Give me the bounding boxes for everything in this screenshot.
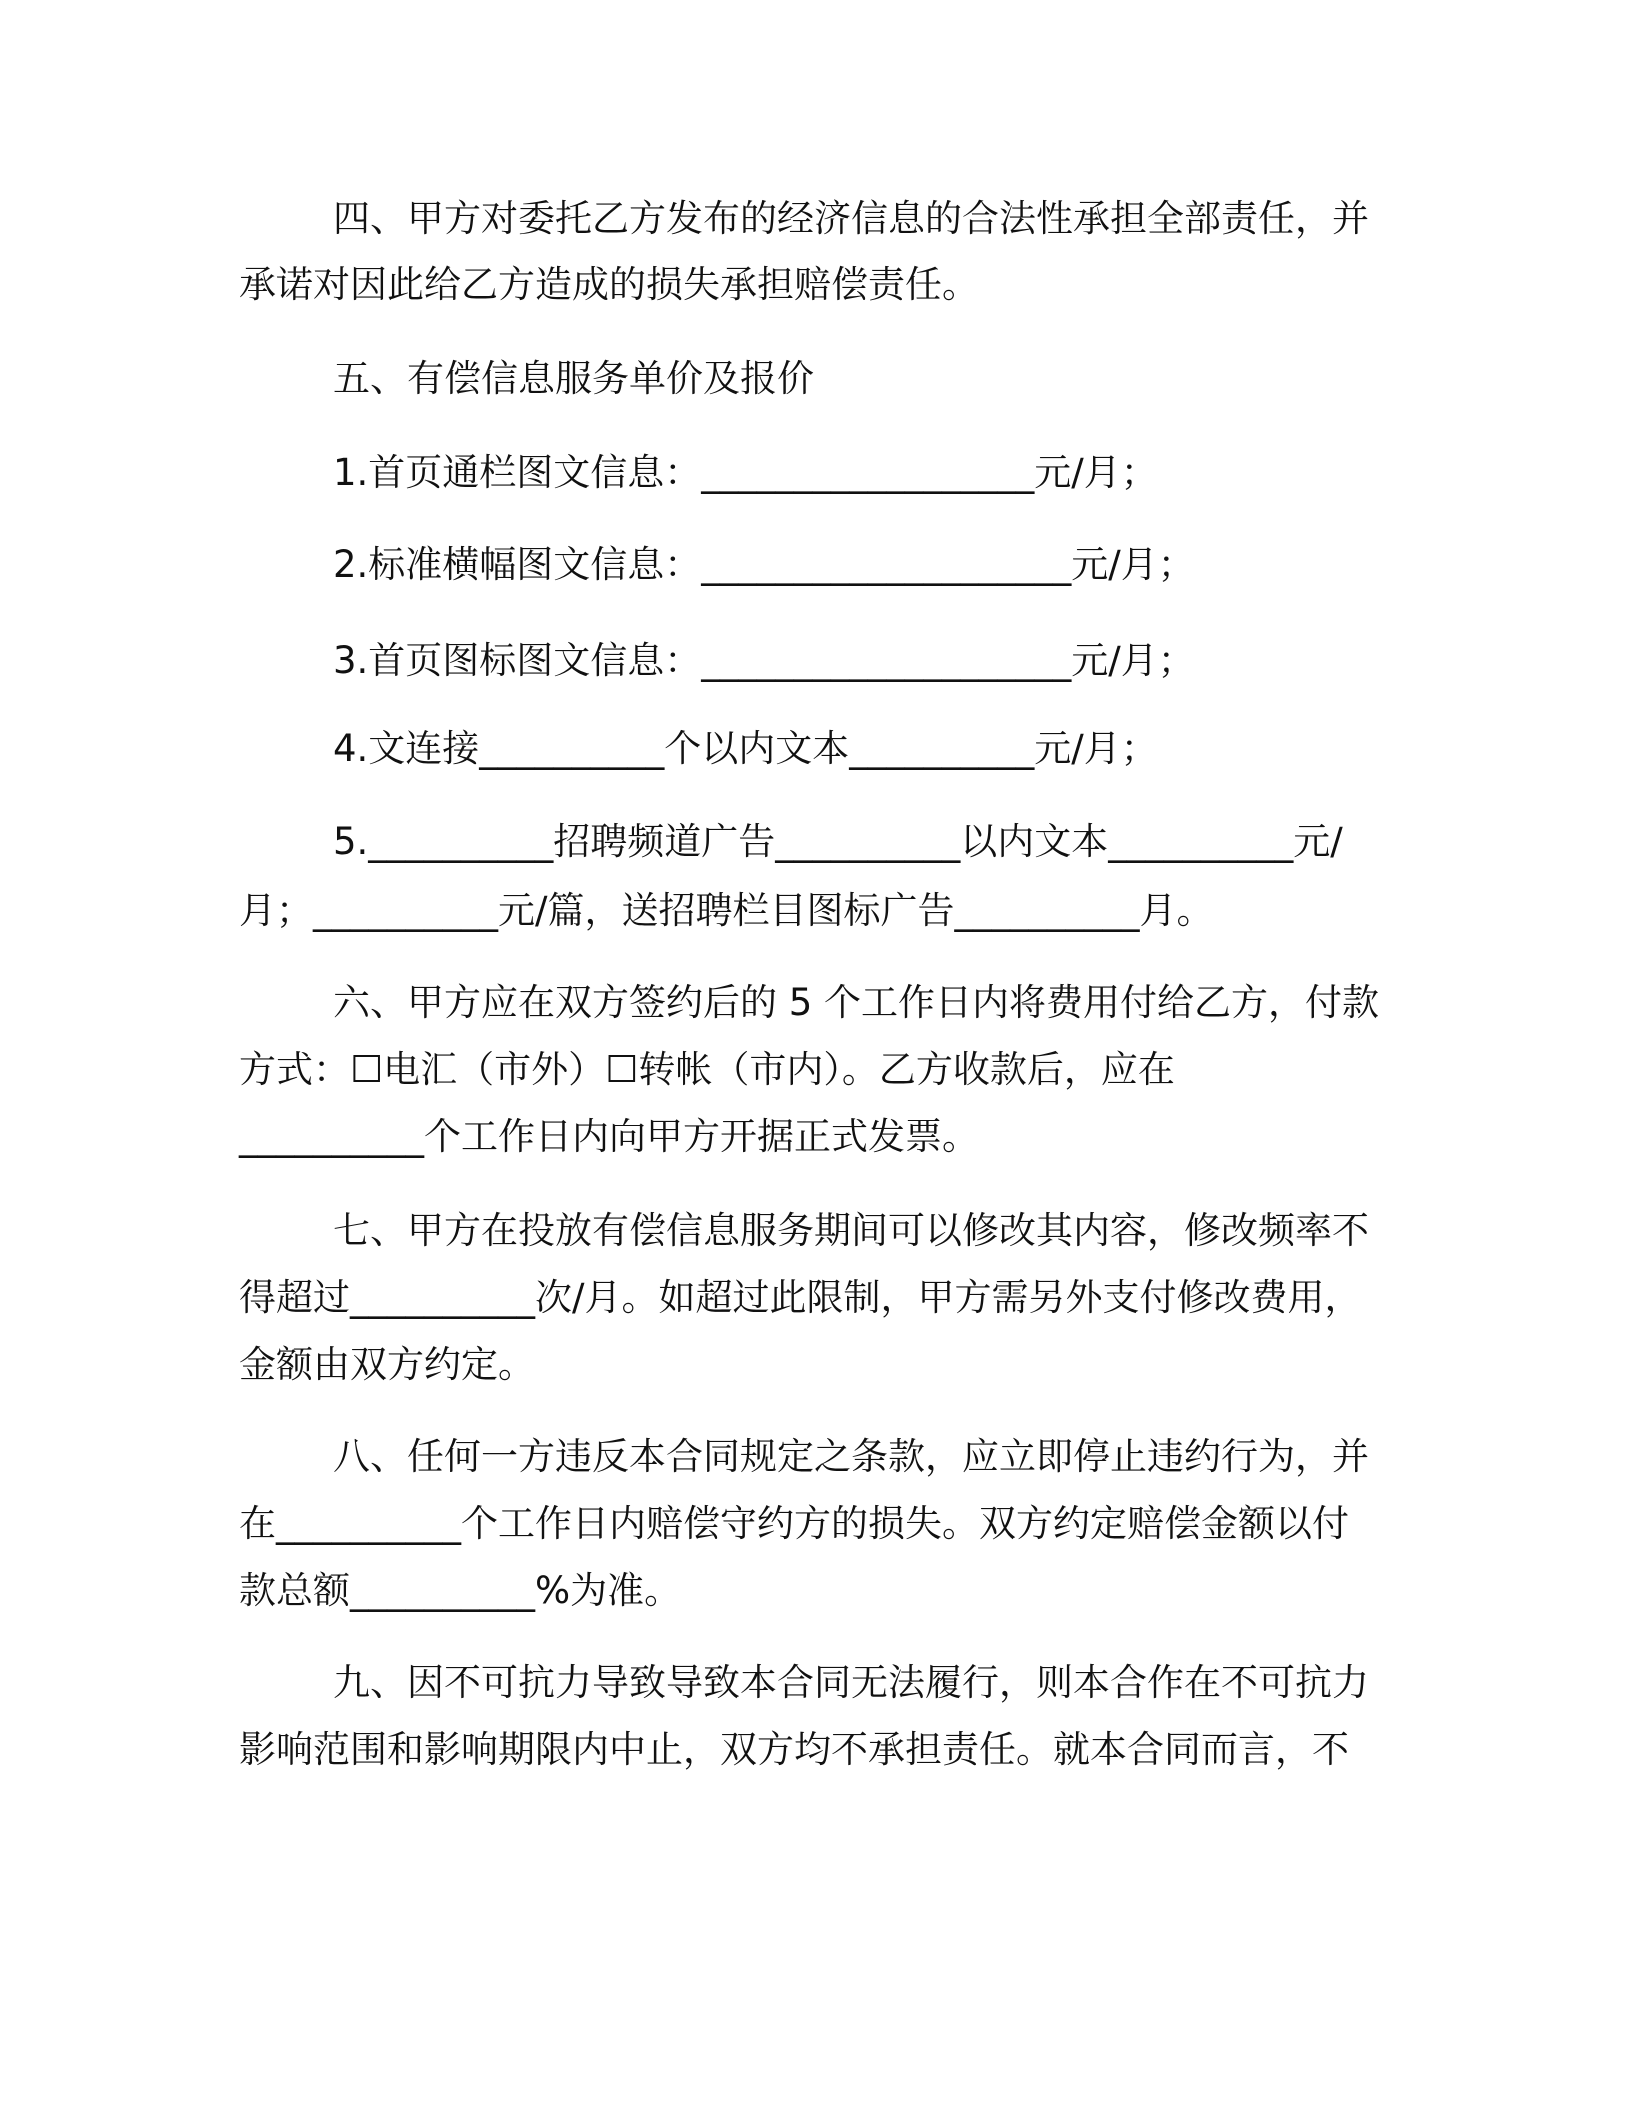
clause-8-line-2: 在__________个工作日内赔偿守约方的损失。双方约定赔偿金额以付 <box>239 1502 1349 1545</box>
clause-5-heading: 五、有偿信息服务单价及报价 <box>333 357 814 400</box>
clause-4-line-2: 承诺对因此给乙方造成的损失承担赔偿责任。 <box>239 263 979 306</box>
clause-6-line-1: 六、甲方应在双方签约后的 5 个工作日内将费用付给乙方，付款 <box>333 981 1380 1024</box>
clause-9-line-2: 影响范围和影响期限内中止，双方均不承担责任。就本合同而言，不 <box>239 1728 1349 1771</box>
clause-8-line-1: 八、任何一方违反本合同规定之条款，应立即停止违约行为，并 <box>333 1435 1369 1478</box>
clause-7-line-1: 七、甲方在投放有偿信息服务期间可以修改其内容，修改频率不 <box>333 1209 1369 1252</box>
price-item-4: 4.文连接__________个以内文本__________元/月； <box>333 727 1158 770</box>
price-item-5-line-1: 5.__________招聘频道广告__________以内文本__________元/ <box>333 820 1343 863</box>
clause-7-line-2: 得超过__________次/月。如超过此限制，甲方需另外支付修改费用， <box>239 1276 1362 1319</box>
price-item-2: 2.标准横幅图文信息：____________________元/月； <box>333 543 1195 586</box>
clause-4-line-1: 四、甲方对委托乙方发布的经济信息的合法性承担全部责任，并 <box>333 197 1369 240</box>
price-item-5-line-2: 月；__________元/篇，送招聘栏目图标广告__________月。 <box>239 889 1214 932</box>
clause-7-line-3: 金额由双方约定。 <box>239 1343 535 1386</box>
price-item-1: 1.首页通栏图文信息：__________________元/月； <box>333 451 1158 494</box>
clause-9-line-1: 九、因不可抗力导致导致本合同无法履行，则本合作在不可抗力 <box>333 1661 1369 1704</box>
clause-6-line-2: 方式：☐电汇（市外）☐转帐（市内）。乙方收款后，应在 <box>239 1048 1175 1091</box>
clause-8-line-3: 款总额__________%为准。 <box>239 1569 682 1612</box>
clause-6-line-3: __________个工作日内向甲方开据正式发票。 <box>239 1115 979 1158</box>
price-item-3: 3.首页图标图文信息：____________________元/月； <box>333 639 1195 682</box>
